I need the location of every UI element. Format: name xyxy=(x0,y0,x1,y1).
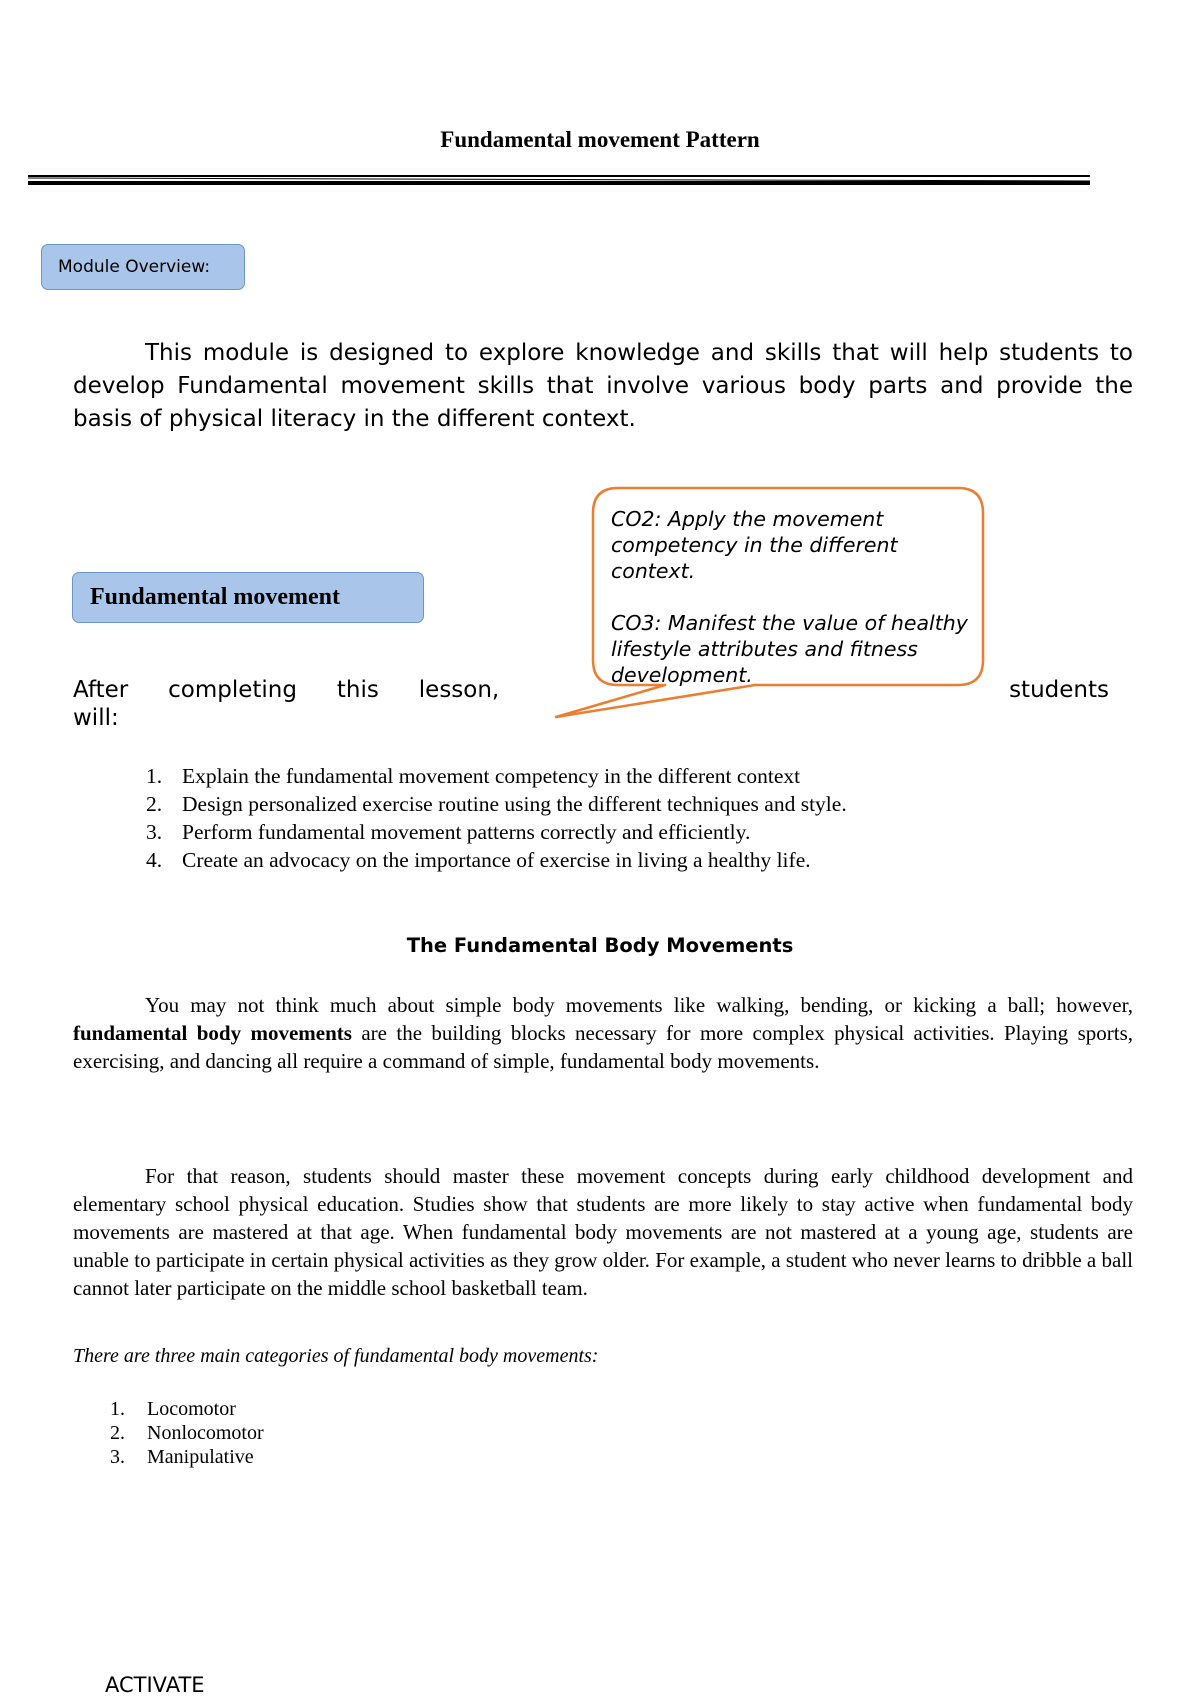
categories-list xyxy=(110,1397,264,1469)
lesson-intro-tail: will: xyxy=(73,705,119,731)
module-overview-label: Module Overview: xyxy=(58,257,211,277)
lesson-intro-word: After xyxy=(73,677,129,703)
section-box-label: Fundamental movement xyxy=(90,584,340,610)
module-overview-text: This module is designed to explore knowledge and skills that will help students to develop Fundamental movement skills that involve various body parts and provide the basis of physical literacy in the different context. xyxy=(73,340,1133,432)
lesson-intro-word: completing xyxy=(168,677,297,703)
paragraph-2: For that reason, students should master these movement concepts during early childhood development and elementary school physical education. Studies show that students are more likely to stay active when fundamental body movements are mastered at that age. When fundamental body movements are not mastered at a young age, students are unable to participate in certain physical activities as they grow older. For example, a student who never learns to dribble a ball cannot later participate on the middle school basketball team. xyxy=(73,1164,1133,1300)
section-heading: The Fundamental Body Movements xyxy=(406,934,794,957)
list-item: 2. Design personalized exercise routine using the different techniques and style. xyxy=(146,792,847,816)
categories-intro: There are three main categories of fundamental body movements: xyxy=(73,1345,599,1367)
callout-co2: CO2: Apply the movement competency in the different context. xyxy=(611,507,898,583)
activate-heading: ACTIVATE xyxy=(105,1673,205,1697)
list-item: 1. Locomotor xyxy=(110,1398,236,1420)
list-item: 1. Explain the fundamental movement competency in the different context xyxy=(146,764,801,788)
page-title: Fundamental movement Pattern xyxy=(440,127,760,152)
callout-text xyxy=(611,506,971,687)
module-overview-box xyxy=(41,244,245,290)
lesson-intro-word: this xyxy=(336,677,379,703)
list-item: 2. Nonlocomotor xyxy=(110,1422,264,1444)
bold-term: fundamental body movements xyxy=(73,1021,352,1045)
callout-co3: CO3: Manifest the value of healthy lifestyle attributes and fitness development. xyxy=(611,611,968,687)
lesson-intro-word: lesson, xyxy=(418,677,500,703)
objectives-list xyxy=(146,762,1146,874)
lesson-intro xyxy=(73,676,1109,732)
lesson-intro-row xyxy=(73,676,1109,704)
list-item: 3. Perform fundamental movement patterns correctly and efficiently. xyxy=(146,820,751,844)
section-box xyxy=(72,572,424,623)
paragraph-1: You may not think much about simple body movements like walking, bending, or kicking a ball; however, fundamental body movements are the building blocks necessary for more complex physical activities. Playing sports, exercising, and dancing all require a command of simple, fundamental body movements. xyxy=(73,993,1133,1073)
lesson-intro-word: students xyxy=(1009,677,1109,703)
list-item: 3. Manipulative xyxy=(110,1446,254,1468)
list-item: 4. Create an advocacy on the importance of exercise in living a healthy life. xyxy=(146,848,811,872)
title-divider xyxy=(28,176,1090,183)
